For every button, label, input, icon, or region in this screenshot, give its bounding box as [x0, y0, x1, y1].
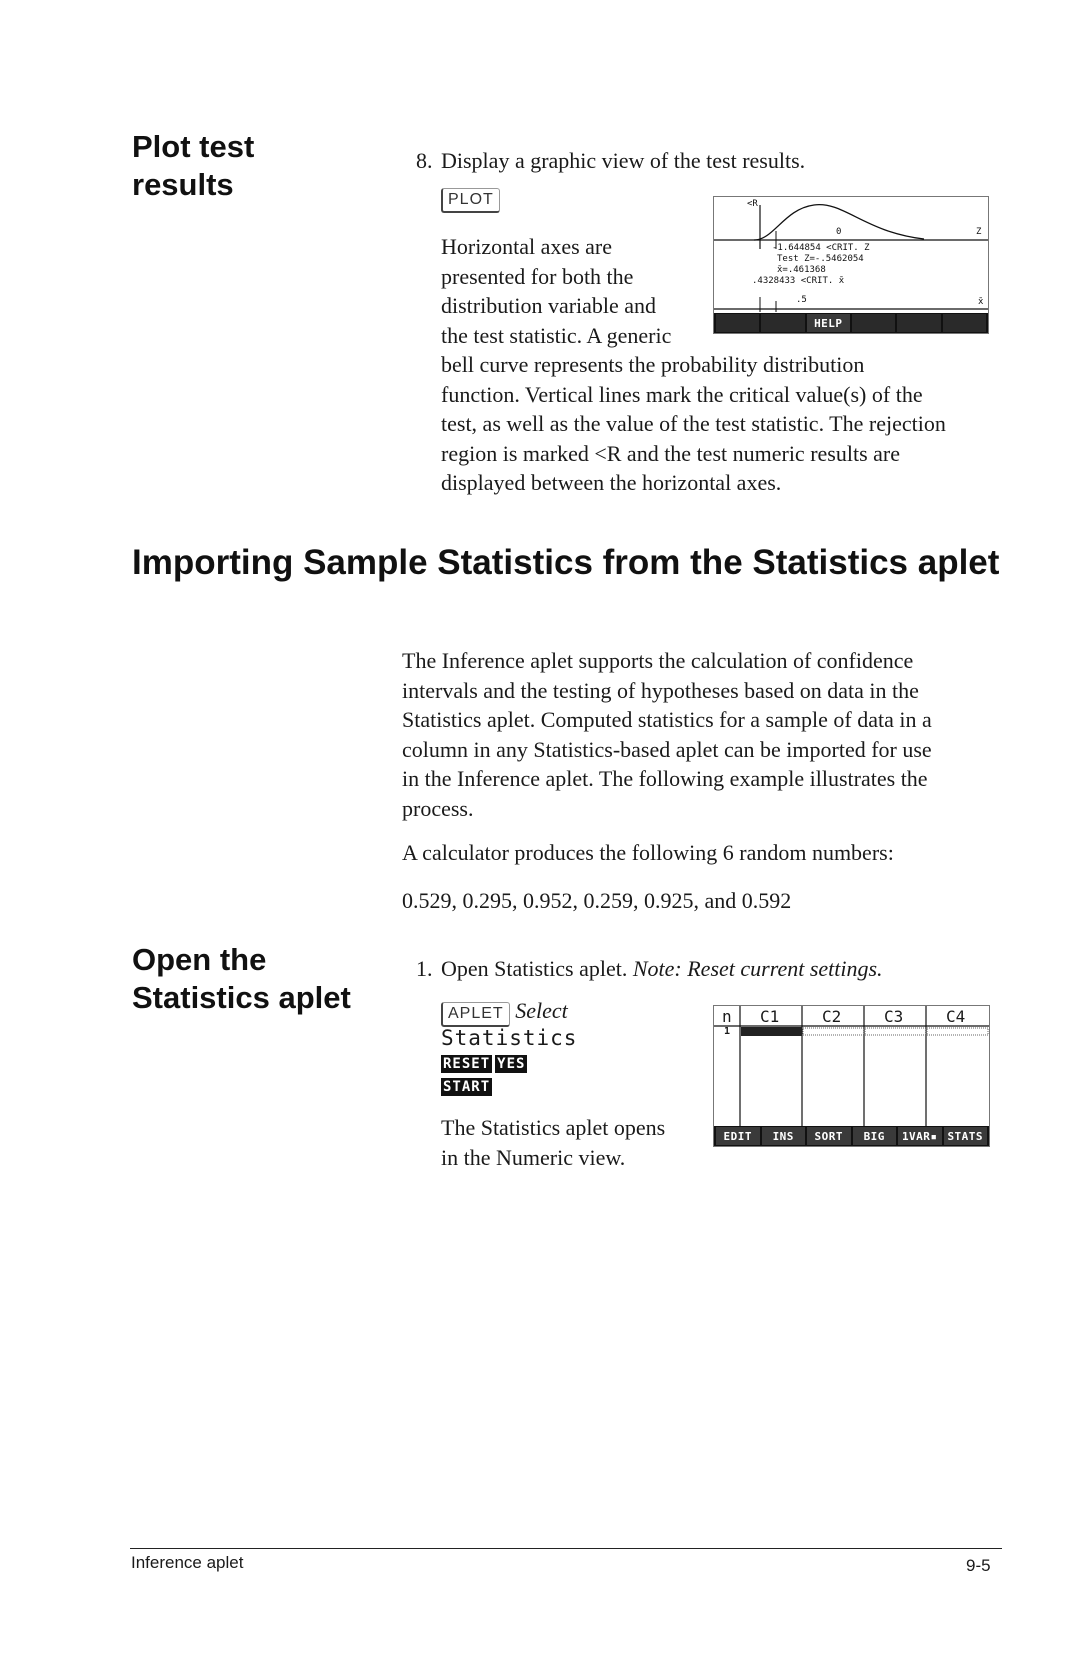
- softkey[interactable]: [897, 314, 940, 332]
- xbar-value: x̄=.461368: [777, 265, 826, 275]
- paragraph-line: process.: [402, 795, 474, 821]
- yes-softkey[interactable]: YES: [497, 1056, 526, 1072]
- softkey-edit[interactable]: EDIT: [716, 1127, 760, 1145]
- softkey-stats[interactable]: STATS: [944, 1127, 988, 1145]
- paragraph-line: Statistics aplet. Computed statistics for a sample of data in a: [402, 707, 932, 732]
- paragraph-line: The Inference aplet supports the calculation of confidence: [402, 648, 914, 673]
- header-n: n: [722, 1007, 732, 1026]
- z-axis-label: Z: [976, 227, 982, 237]
- softkey[interactable]: [852, 314, 895, 332]
- zero-label: 0: [836, 227, 842, 237]
- rejection-region-label: <R: [747, 199, 758, 209]
- half-label: .5: [796, 295, 807, 305]
- footer-chapter-title: Inference aplet: [131, 1553, 244, 1572]
- critical-z-value: -1.644854 <CRIT. Z: [772, 243, 870, 253]
- select-label: Select: [515, 998, 568, 1023]
- header-c2[interactable]: C2: [822, 1007, 842, 1026]
- footer-page-number: 9-5: [966, 1556, 991, 1575]
- header-c1[interactable]: C1: [760, 1007, 780, 1026]
- softkey-ins[interactable]: INS: [762, 1127, 806, 1145]
- paragraph-line: bell curve represents the probability distribution: [441, 352, 865, 377]
- heading-line: Plot test: [132, 129, 255, 164]
- softkey[interactable]: [761, 314, 804, 332]
- paragraph-line: region is marked <R and the test numeric results are: [441, 440, 900, 466]
- section-heading-plot-test-results: [132, 128, 254, 204]
- softkey[interactable]: [943, 314, 986, 332]
- row-label: 1: [724, 1026, 731, 1037]
- reset-softkey[interactable]: RESET: [443, 1056, 491, 1072]
- paragraph-line: distribution variable and: [441, 293, 657, 318]
- paragraph-line: column in any Statistics-based aplet can be imported for use: [402, 736, 932, 762]
- start-key: [441, 1078, 495, 1096]
- step-text: Display a graphic view of the test results.: [441, 148, 806, 173]
- statistics-grid: [714, 1006, 989, 1146]
- random-numbers-list: 0.529, 0.295, 0.952, 0.259, 0.925, and 0.592: [402, 888, 792, 913]
- header-c3[interactable]: C3: [884, 1007, 904, 1026]
- paragraph-line: in the Inference aplet. The following example illustrates the: [402, 766, 928, 791]
- section-heading-open-statistics: [132, 941, 351, 1017]
- reset-yes-keys: [441, 1055, 530, 1073]
- softkey-sort[interactable]: SORT: [807, 1127, 851, 1145]
- xbar-axis-label: x̄: [978, 297, 984, 307]
- test-z-value: Test Z=-.5462054: [777, 254, 864, 264]
- plot-softkey-bar: [714, 313, 988, 333]
- random-numbers-sentence: A calculator produces the following 6 random numbers:: [402, 840, 894, 865]
- step-text-plain: Open Statistics aplet.: [441, 956, 633, 981]
- paragraph-line: the test statistic. A generic: [441, 322, 672, 348]
- plot-key-label: PLOT: [441, 188, 500, 213]
- start-softkey[interactable]: START: [443, 1079, 491, 1095]
- heading-line: Statistics aplet: [132, 980, 351, 1015]
- paragraph-line: Horizontal axes are: [441, 234, 613, 259]
- step-number: 1.: [416, 956, 433, 981]
- statistics-caption: [441, 1113, 701, 1172]
- heading-line: Open the: [132, 942, 267, 977]
- step-number: 8.: [416, 148, 433, 173]
- main-heading: Importing Sample Statistics from the Statistics aplet: [132, 543, 1000, 582]
- softkey-big[interactable]: BIG: [853, 1127, 897, 1145]
- statistics-softkey-bar: [714, 1126, 989, 1146]
- aplet-key-label: APLET: [441, 1002, 510, 1027]
- softkey-help[interactable]: HELP: [807, 314, 850, 332]
- step-text: [441, 954, 883, 984]
- plot-key: [441, 188, 500, 213]
- statistics-screen: [713, 1005, 990, 1147]
- plot-screen: [713, 196, 989, 334]
- intro-paragraph: [402, 646, 1002, 823]
- caption-line: in the Numeric view.: [441, 1144, 626, 1170]
- cursor-cell: [741, 1027, 802, 1036]
- step-text-note: Note: Reset current settings.: [632, 956, 883, 981]
- critical-xbar-value: .4328433 <CRIT. x̄: [752, 276, 845, 286]
- caption-line: The Statistics aplet opens: [441, 1115, 666, 1140]
- softkey-1var[interactable]: 1VAR▪: [898, 1127, 942, 1145]
- heading-line: results: [132, 167, 234, 202]
- paragraph-line: displayed between the horizontal axes.: [441, 470, 782, 495]
- paragraph-line: function. Vertical lines mark the critical value(s) of the: [441, 381, 923, 407]
- header-c4[interactable]: C4: [946, 1007, 966, 1026]
- paragraph-line: presented for both the: [441, 263, 634, 289]
- paragraph-line: intervals and the testing of hypotheses based on data in the: [402, 677, 919, 703]
- aplet-instruction: [441, 998, 568, 1027]
- select-value: Statistics: [441, 1026, 578, 1050]
- softkey[interactable]: [716, 314, 759, 332]
- footer-rule: [130, 1548, 1002, 1549]
- paragraph-line: test, as well as the value of the test statistic. The rejection: [441, 411, 946, 436]
